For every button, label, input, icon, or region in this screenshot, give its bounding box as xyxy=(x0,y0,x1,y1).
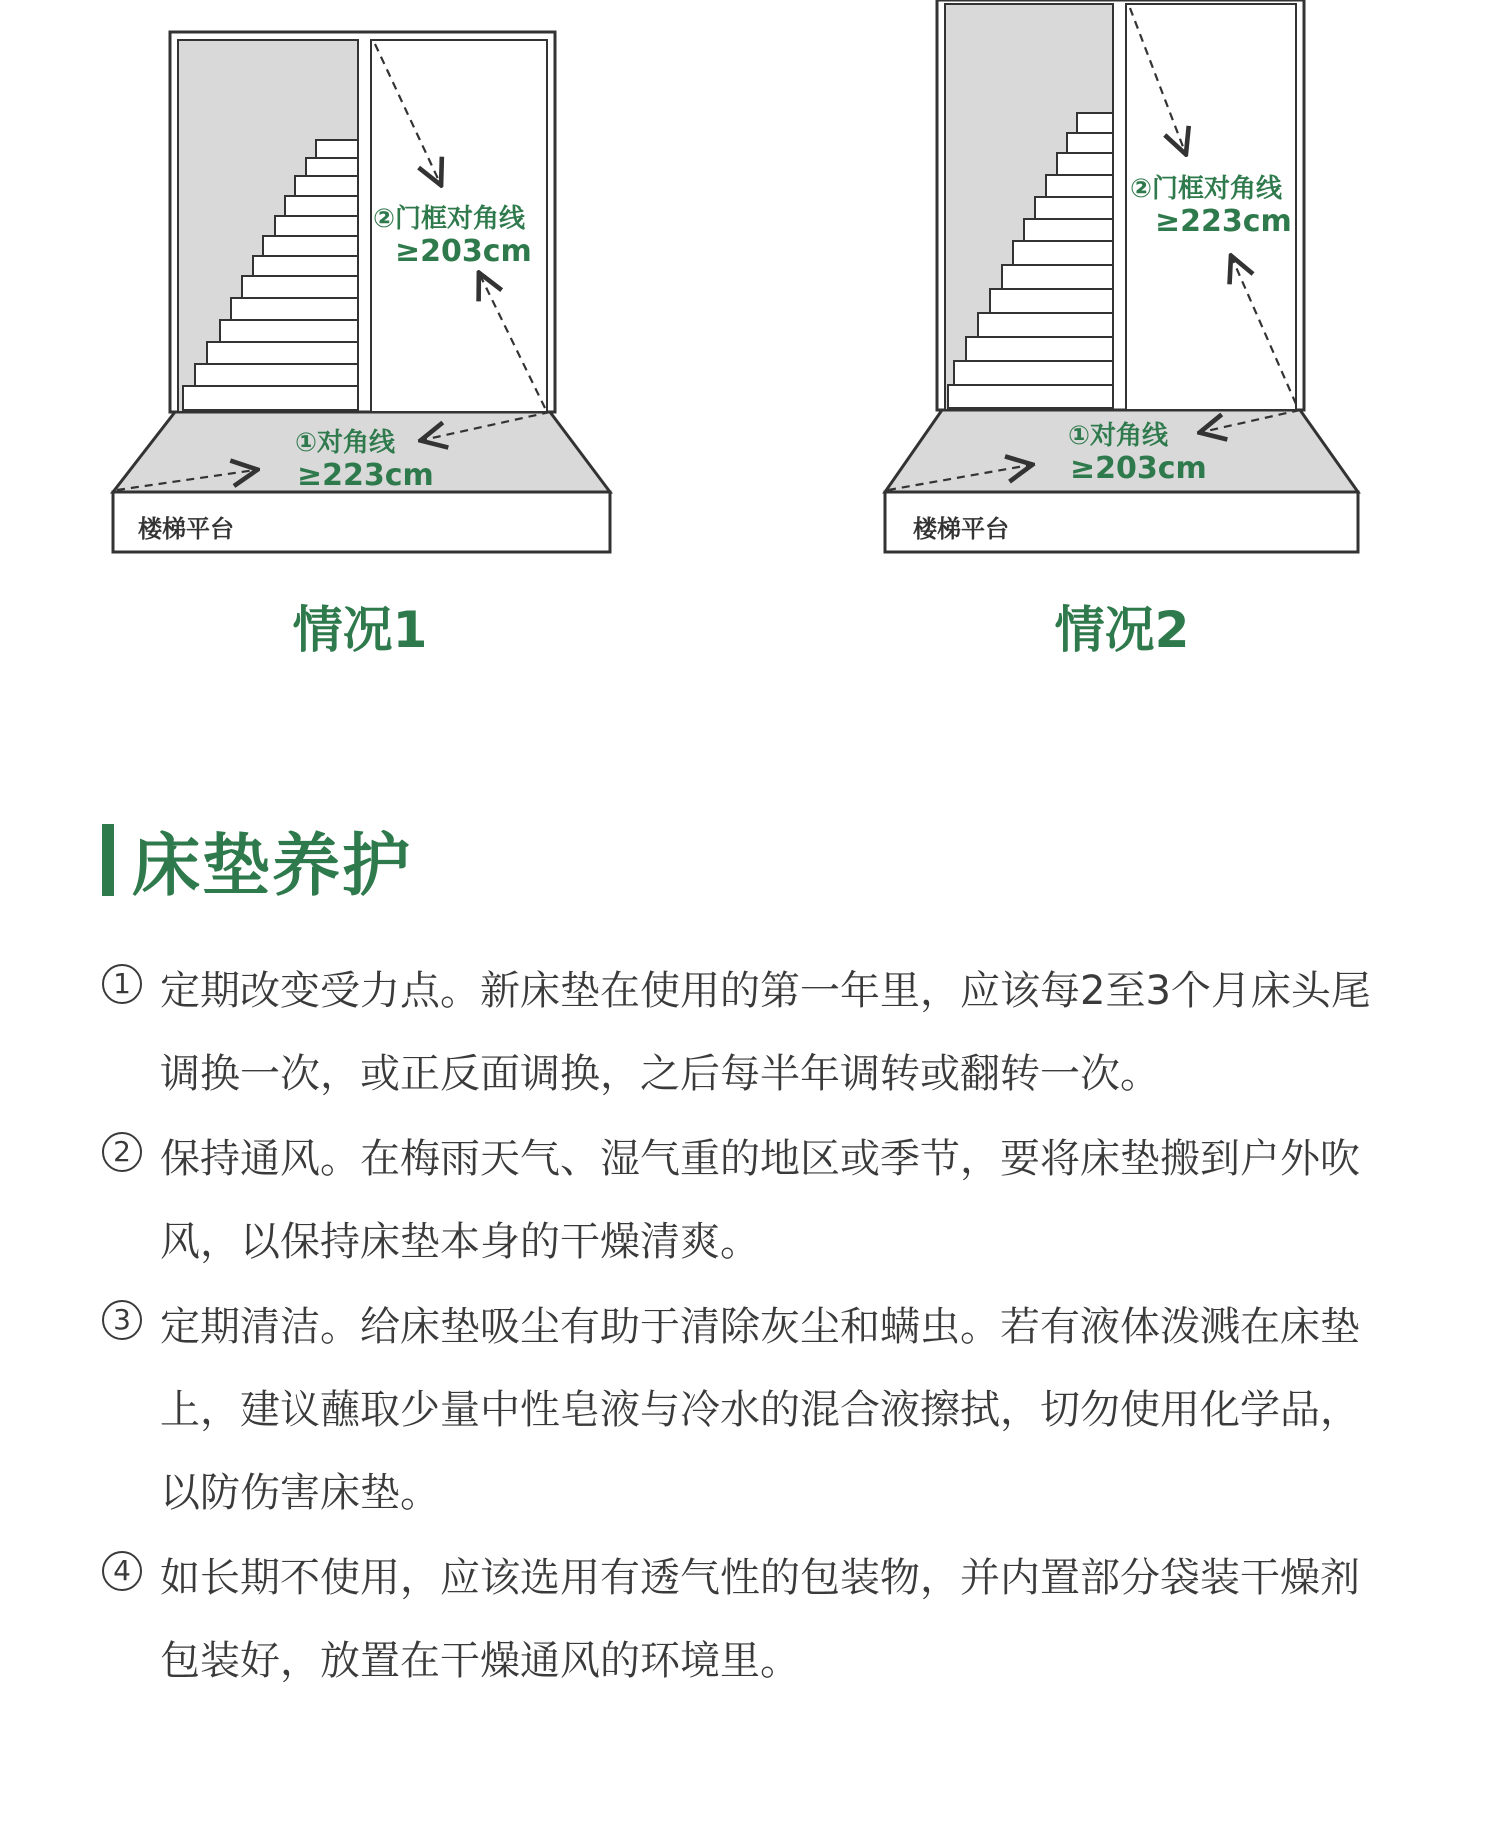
care-tips-list xyxy=(102,950,1392,1705)
diagram-case-1 xyxy=(105,20,625,560)
door-diagonal-label-2: ②门框对角线 xyxy=(1130,174,1283,204)
door-diagonal-label-1: ②门框对角线 xyxy=(373,204,526,234)
title-accent-bar xyxy=(102,824,114,896)
door-diagonal-value-1: ≥203cm xyxy=(395,234,532,269)
case-caption-1: 情况1 xyxy=(292,601,428,659)
circled-number-2: 2 xyxy=(102,1132,142,1172)
list-item xyxy=(102,1118,1392,1284)
floor-diagonal-label-2: ①对角线 xyxy=(1068,421,1169,451)
tip-text: 定期改变受力点。新床垫在使用的第一年里，应该每2至3个月床头尾调换一次，或正反面调换，之后每半年调转或翻转一次。 xyxy=(160,968,1371,1097)
door-diagonal-value-2: ≥223cm xyxy=(1155,204,1292,239)
floor-diagonal-value-2: ≥203cm xyxy=(1070,451,1207,486)
list-item xyxy=(102,1286,1392,1535)
circled-number-1: 1 xyxy=(102,964,142,1004)
platform-label-1: 楼梯平台 xyxy=(138,515,234,543)
list-item xyxy=(102,1537,1392,1703)
diagram-case-2 xyxy=(880,0,1400,560)
case-caption-2: 情况2 xyxy=(1054,601,1190,659)
circled-number-3: 3 xyxy=(102,1300,142,1340)
floor-diagonal-value-1: ≥223cm xyxy=(297,458,434,493)
floor-diagonal-label-1: ①对角线 xyxy=(295,428,396,458)
tip-text: 保持通风。在梅雨天气、湿气重的地区或季节，要将床垫搬到户外吹风，以保持床垫本身的干燥清爽。 xyxy=(160,1136,1360,1265)
platform-label-2: 楼梯平台 xyxy=(913,515,1009,543)
section-header xyxy=(102,820,413,906)
circled-number-4: 4 xyxy=(102,1551,142,1591)
tip-text: 如长期不使用，应该选用有透气性的包装物，并内置部分袋装干燥剂包装好，放置在干燥通风的环境里。 xyxy=(160,1555,1360,1684)
tip-text: 定期清洁。给床垫吸尘有助于清除灰尘和螨虫。若有液体泼溅在床垫上，建议蘸取少量中性皂液与冷水的混合液擦拭，切勿使用化学品，以防伤害床垫。 xyxy=(160,1304,1360,1516)
section-title: 床垫养护 xyxy=(132,826,413,906)
list-item xyxy=(102,950,1392,1116)
